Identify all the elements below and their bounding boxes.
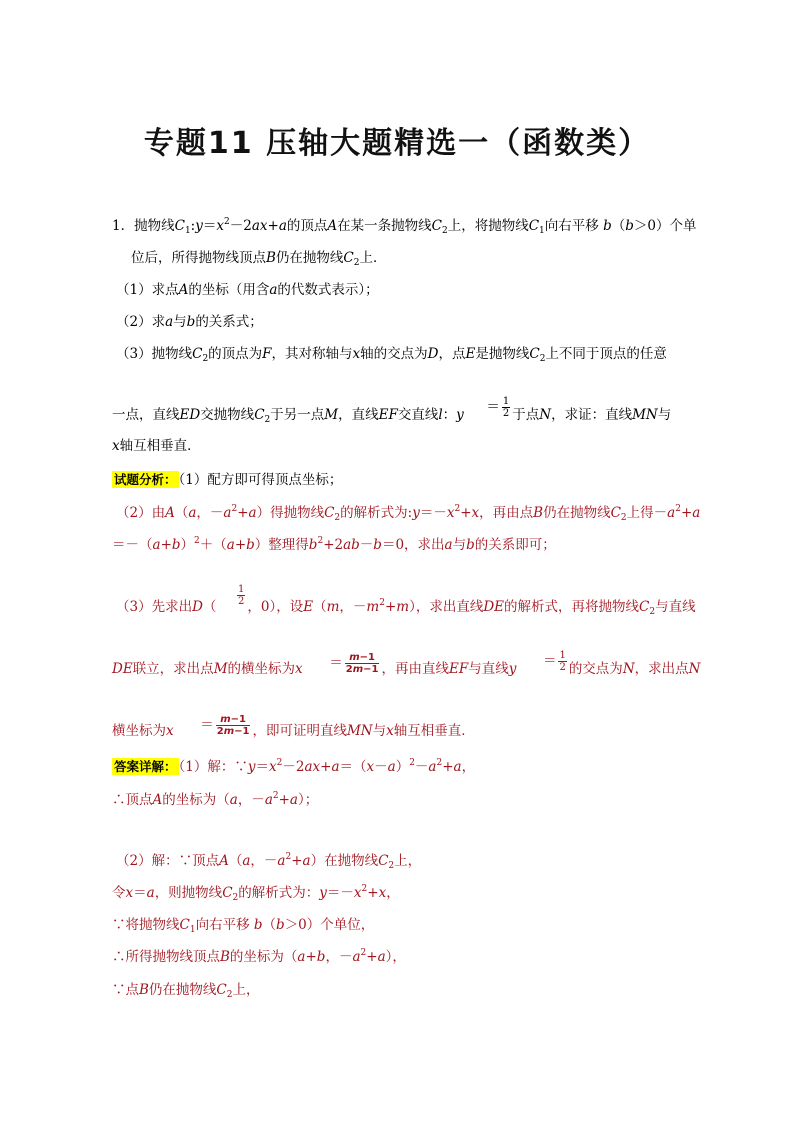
- analysis-line-3: $=-(a+b)^2+(a+b)$整理得$b^2+2ab-b=0$，求出a与b的关系即可；: [112, 536, 556, 553]
- question-1: （1）求点A的坐标（用含a的代数式表示）；: [116, 282, 379, 298]
- question-2: （2）求a与b的关系式；: [116, 314, 263, 330]
- analysis-line-1: 试题分析： （1）配方即可得顶点坐标；: [114, 472, 343, 488]
- analysis-line-2: （2）由A（a，$-a^2+a$）得抛物线$C_2$的解析式为$:y=-x^2+x$，再由点B仍在抛物线$C_2$上得$-a^2+a$: [116, 504, 701, 523]
- page-title: 专题11 压轴大题精选一（函数类）: [143, 126, 651, 161]
- analysis-tag: 试题分析：: [114, 472, 177, 487]
- answer-line-5: ∵将抛物线$C_1$向右平移 b（b＞0）个单位，: [112, 917, 375, 935]
- question-3: （3）抛物线$C_2$的顶点为F，其对称轴与x轴的交点为D，点E是抛物线$C_2$上不同于顶点的任意: [116, 346, 667, 364]
- answer-line-1: 答案详解： （1）解：$\because y=x^2-2ax+a=(x-a)^2-a^2+a$，: [114, 758, 476, 775]
- answer-line-6: ∴所得抛物线顶点B的坐标为（a+b，$-a^2+a$），: [112, 948, 406, 965]
- question-3-cont: 一点，直线ED交抛物线$C_2$于另一点M，直线EF交直线l：y ＝ $\frac{1}{2}$ 于点N，求证：直线MN与: [112, 396, 672, 425]
- analysis-line-4: （3）先求出D（ $\frac{1}{2}$ ，0），设E（m，$-m^2+m$），求出直线DE的解析式，再将抛物线$C_2$与直线: [116, 584, 696, 617]
- analysis-line-5: DE联立，求出点M的横坐标为x ＝ $\frac{m-1}{2m-1}$ ，再由直线EF与直线y ＝ $\frac{1}{2}$ 的交点为N，求出点N: [112, 650, 701, 677]
- problem-line-2: 位后，所得抛物线顶点B仍在抛物线$C_2$上．: [131, 250, 387, 268]
- answer-tag: 答案详解：: [114, 759, 177, 774]
- problem-line-1: 1．抛物线$C_1:y=x^2-2ax+a$的顶点A在某一条抛物线$C_2$上，将抛物线$C_1$向右平移 b（b＞0）个单: [112, 217, 697, 236]
- answer-line-3: （2）解：∵顶点A（a，$-a^2+a$）在抛物线$C_2$上，: [116, 852, 422, 871]
- question-3-end: x轴互相垂直．: [112, 438, 201, 454]
- analysis-line-6: 横坐标为x ＝ $\frac{m-1}{2m-1}$ ，即可证明直线MN与x轴互相垂直．: [112, 714, 475, 739]
- answer-line-7: ∵点B仍在抛物线$C_2$上，: [112, 982, 260, 1000]
- answer-line-4: 令x＝a，则抛物线$C_2$的解析式为：$y=-x^2+x$，: [112, 884, 400, 903]
- answer-line-2: ∴顶点A的坐标为（a，$-a^2+a$）；: [112, 791, 319, 808]
